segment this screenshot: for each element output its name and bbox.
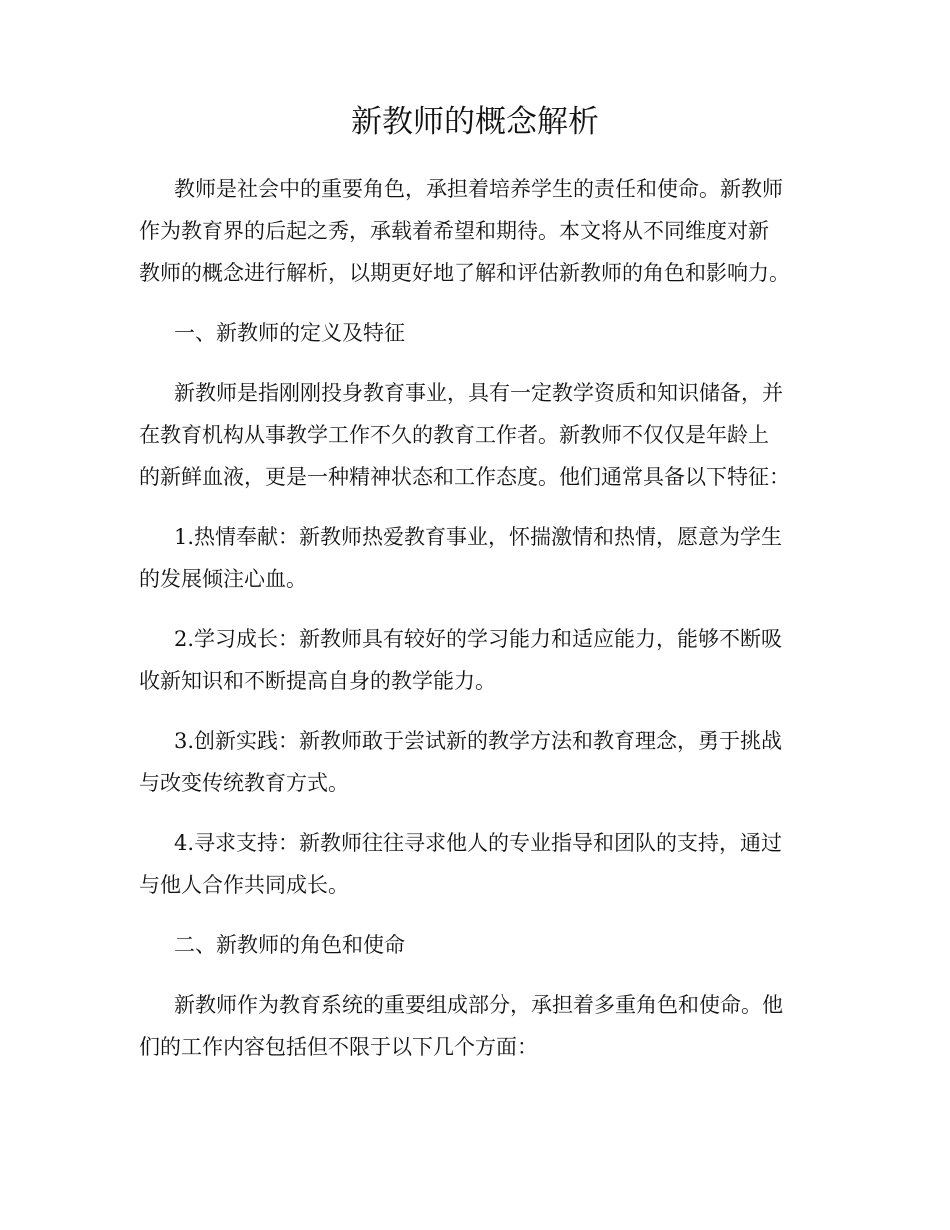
document-title: 新教师的概念解析 xyxy=(351,104,599,140)
roles-paragraph xyxy=(139,984,829,1068)
text-line: 4.寻求支持：新教师往往寻求他人的专业指导和团队的支持，通过 xyxy=(174,831,783,855)
text-line: 新教师作为教育系统的重要组成部分，承担着多重角色和使命。他 xyxy=(174,993,783,1017)
document-body xyxy=(139,168,829,1086)
text-line: 的发展倾注心血。 xyxy=(139,567,307,591)
text-line: 1.热情奉献：新教师热爱教育事业，怀揣激情和热情，愿意为学生 xyxy=(174,525,783,549)
text-line: 与他人合作共同成长。 xyxy=(139,873,349,897)
intro-paragraph xyxy=(139,168,829,294)
text-line: 在教育机构从事教学工作不久的教育工作者。新教师不仅仅是年龄上 xyxy=(139,423,769,447)
section-heading-definition xyxy=(139,312,829,354)
text-line: 3.创新实践：新教师敢于尝试新的教学方法和教育理念，勇于挑战 xyxy=(174,729,783,753)
heading-text: 一、新教师的定义及特征 xyxy=(174,321,405,345)
list-item-1 xyxy=(139,516,829,600)
list-item-4 xyxy=(139,822,829,906)
text-line: 新教师是指刚刚投身教育事业，具有一定教学资质和知识储备，并 xyxy=(174,381,783,405)
text-line: 教师是社会中的重要角色，承担着培养学生的责任和使命。新教师 xyxy=(174,177,783,201)
text-line: 作为教育界的后起之秀，承载着希望和期待。本文将从不同维度对新 xyxy=(139,219,769,243)
list-item-2 xyxy=(139,618,829,702)
definition-paragraph xyxy=(139,372,829,498)
heading-text: 二、新教师的角色和使命 xyxy=(174,933,405,957)
text-line: 教师的概念进行解析，以期更好地了解和评估新教师的角色和影响力。 xyxy=(139,261,790,285)
text-line: 2.学习成长：新教师具有较好的学习能力和适应能力，能够不断吸 xyxy=(174,627,783,651)
text-line: 收新知识和不断提高自身的教学能力。 xyxy=(139,669,496,693)
text-line: 与改变传统教育方式。 xyxy=(139,771,349,795)
text-line: 的新鲜血液，更是一种精神状态和工作态度。他们通常具备以下特征： xyxy=(139,465,790,489)
section-heading-roles xyxy=(139,924,829,966)
list-item-3 xyxy=(139,720,829,804)
text-line: 们的工作内容包括但不限于以下几个方面： xyxy=(139,1035,538,1059)
